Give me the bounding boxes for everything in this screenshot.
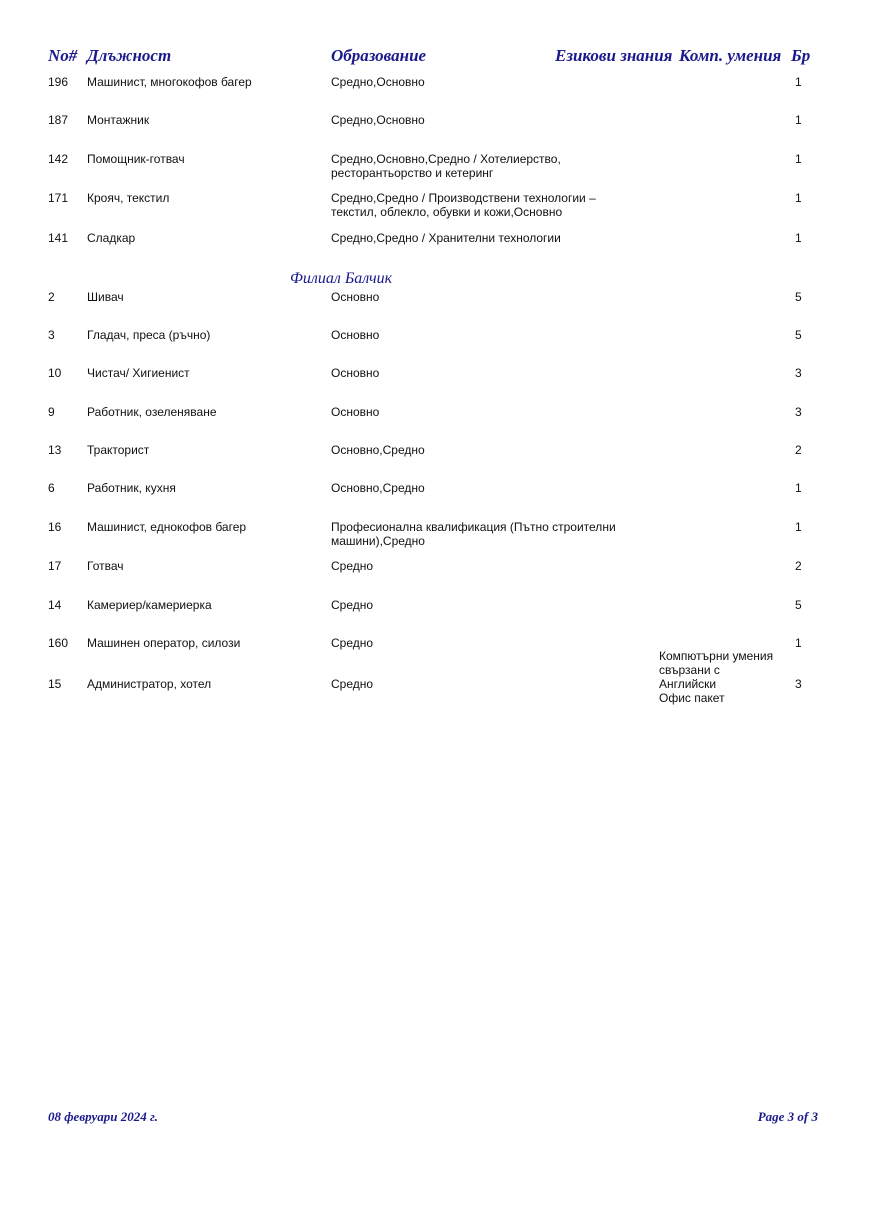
row-count: 2 [795, 559, 802, 573]
row-number: 15 [48, 677, 62, 691]
row-education: Средно,Основно [331, 75, 425, 89]
row-number: 160 [48, 636, 69, 650]
row-number: 171 [48, 191, 69, 205]
row-education: Основно [331, 290, 380, 304]
row-position: Тракторист [87, 443, 150, 457]
row-count: 1 [795, 75, 802, 89]
row-number: 2 [48, 290, 55, 304]
row-position: Крояч, текстил [87, 191, 170, 205]
row-position: Машинист, многокофов багер [87, 75, 252, 89]
footer-date: 08 февруари 2024 г. [48, 1109, 158, 1124]
row-number: 13 [48, 443, 62, 457]
row-count: 5 [795, 290, 802, 304]
row-education: Средно [331, 559, 374, 573]
row-position: Монтажник [87, 113, 150, 127]
row-count: 1 [795, 520, 802, 534]
row-number: 196 [48, 75, 69, 89]
row-number: 141 [48, 231, 69, 245]
row-education: Средно [331, 598, 374, 612]
row-position: Готвач [87, 559, 124, 573]
row-position: Администратор, хотел [87, 677, 212, 691]
row-count: 1 [795, 191, 802, 205]
row-education: Основно [331, 328, 380, 342]
row-count: 1 [795, 152, 802, 166]
row-count: 3 [795, 405, 802, 419]
row-education: Средно [331, 636, 374, 650]
row-number: 187 [48, 113, 69, 127]
footer-page-number: Page 3 of 3 [757, 1109, 818, 1124]
row-count: 1 [795, 636, 802, 650]
section-title-balchik: Филиал Балчик [290, 270, 393, 287]
row-education: Средно,Средно / Производствени технологии – текстил, облекло, обувки и кожи,Основно [331, 191, 596, 219]
row-number: 14 [48, 598, 62, 612]
row-position: Помощник-готвач [87, 152, 185, 166]
row-number: 6 [48, 481, 55, 495]
row-education: Средно,Основно,Средно / Хотелиерство, ресторантьорство и кетеринг [331, 152, 561, 180]
row-count: 3 [795, 366, 802, 380]
header-education: Образование [331, 46, 427, 65]
header-computer-skills: Комп. умения [679, 46, 782, 65]
row-position: Сладкар [87, 231, 136, 245]
row-count: 1 [795, 113, 802, 127]
row-count: 2 [795, 443, 802, 457]
row-education: Основно,Средно [331, 443, 425, 457]
row-number: 10 [48, 366, 62, 380]
row-number: 16 [48, 520, 62, 534]
row-education: Средно,Основно [331, 113, 425, 127]
row-number: 3 [48, 328, 55, 342]
row-count: 5 [795, 598, 802, 612]
header-no: No# [48, 46, 78, 65]
header-languages: Езикови знания [555, 46, 673, 65]
row-count: 1 [795, 481, 802, 495]
row-education: Основно [331, 405, 380, 419]
row-position: Гладач, преса (ръчно) [87, 328, 211, 342]
row-number: 142 [48, 152, 69, 166]
row-education: Основно [331, 366, 380, 380]
header-position: Длъжност [87, 46, 172, 65]
row-count: 3 [795, 677, 802, 691]
row-number: 17 [48, 559, 62, 573]
row-computer-skills: Компютърни умения свързани с Английски Офис пакет [659, 649, 774, 705]
header-count: Бр [791, 46, 811, 65]
row-position: Работник, озеленяване [87, 405, 217, 419]
row-position: Шивач [87, 290, 124, 304]
row-education: Средно,Средно / Хранителни технологии [331, 231, 561, 245]
row-count: 1 [795, 231, 802, 245]
row-education: Професионална квалификация (Пътно строителни машини),Средно [331, 520, 616, 548]
row-education: Средно [331, 677, 374, 691]
row-position: Машинист, еднокофов багер [87, 520, 247, 534]
row-education: Основно,Средно [331, 481, 425, 495]
row-position: Камериер/камериерка [87, 598, 212, 612]
row-position: Машинен оператор, силози [87, 636, 241, 650]
row-position: Чистач/ Хигиенист [87, 366, 190, 380]
row-number: 9 [48, 405, 55, 419]
row-count: 5 [795, 328, 802, 342]
row-position: Работник, кухня [87, 481, 176, 495]
